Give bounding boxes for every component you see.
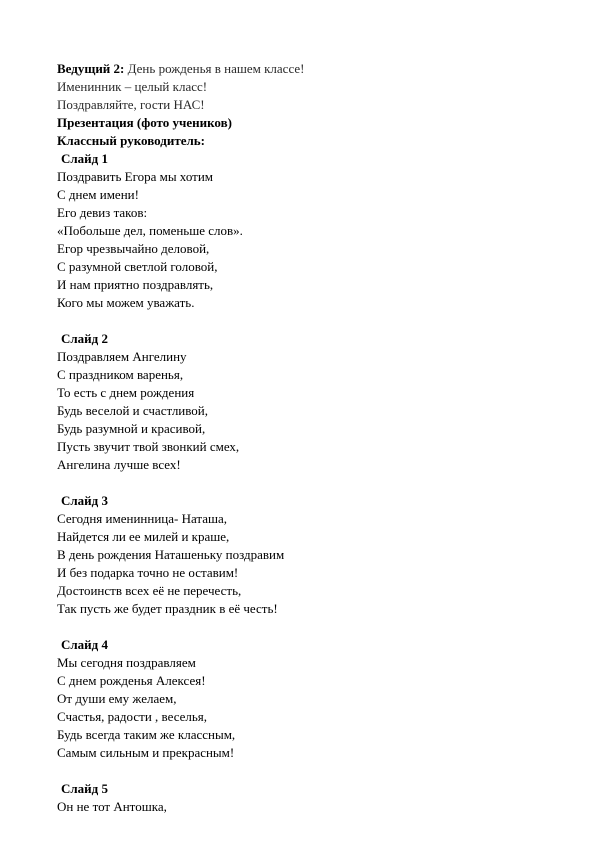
slide-title: Слайд 2 <box>61 331 108 346</box>
intro-line-2: Именинник – целый класс! <box>57 79 208 94</box>
poem-line: Мы сегодня поздравляем <box>57 655 196 670</box>
poem-line: В день рождения Наташеньку поздравим <box>57 547 285 562</box>
poem-line: С днем имени! <box>57 187 139 202</box>
poem-line: Самым сильным и прекрасным! <box>57 745 235 760</box>
poem-line: Будь всегда таким же классным, <box>57 727 236 742</box>
poem-line: Он не тот Антошка, <box>57 799 167 814</box>
slide-title: Слайд 1 <box>61 151 108 166</box>
poem-line: Будь веселой и счастливой, <box>57 403 209 418</box>
slide-block-1 <box>57 150 557 312</box>
poem-line: Счастья, радости , веселья, <box>57 709 208 724</box>
poem-line: С днем рожденья Алексея! <box>57 673 206 688</box>
document-page <box>57 60 557 816</box>
poem-line: Достоинств всех её не перечесть, <box>57 583 242 598</box>
poem-line: С праздником варенья, <box>57 367 184 382</box>
poem-line: От души ему желаем, <box>57 691 177 706</box>
slide-title: Слайд 5 <box>61 781 108 796</box>
poem-line: Сегодня именинница- Наташа, <box>57 511 228 526</box>
poem-line: Будь разумной и красивой, <box>57 421 206 436</box>
poem-line: Его девиз таков: <box>57 205 148 220</box>
slide-title: Слайд 4 <box>61 637 108 652</box>
slide-block-2 <box>57 330 557 474</box>
presentation-heading: Презентация (фото учеников) <box>57 115 232 130</box>
slide-block-3 <box>57 492 557 618</box>
poem-line: Кого мы можем уважать. <box>57 295 195 310</box>
teacher-heading: Классный руководитель: <box>57 133 205 148</box>
poem-line: То есть с днем рождения <box>57 385 195 400</box>
host-text: День рожденья в нашем классе! <box>127 61 305 76</box>
slide-block-5 <box>57 780 557 816</box>
poem-line: С разумной светлой головой, <box>57 259 218 274</box>
poem-line: Пусть звучит твой звонкий смех, <box>57 439 240 454</box>
poem-line: «Побольше дел, поменьше слов». <box>57 223 243 238</box>
poem-line: Егор чрезвычайно деловой, <box>57 241 210 256</box>
slide-title: Слайд 3 <box>61 493 108 508</box>
poem-line: Ангелина лучше всех! <box>57 457 181 472</box>
host-line <box>57 60 557 78</box>
poem-line: Так пусть же будет праздник в её честь! <box>57 601 278 616</box>
intro-line-3: Поздравляйте, гости НАС! <box>57 97 205 112</box>
poem-line: И без подарка точно не оставим! <box>57 565 239 580</box>
poem-line: Поздравляем Ангелину <box>57 349 187 364</box>
host-label: Ведущий 2: <box>57 61 125 76</box>
slide-block-4 <box>57 636 557 762</box>
poem-line: Найдется ли ее милей и краше, <box>57 529 230 544</box>
poem-line: И нам приятно поздравлять, <box>57 277 214 292</box>
poem-line: Поздравить Егора мы хотим <box>57 169 214 184</box>
